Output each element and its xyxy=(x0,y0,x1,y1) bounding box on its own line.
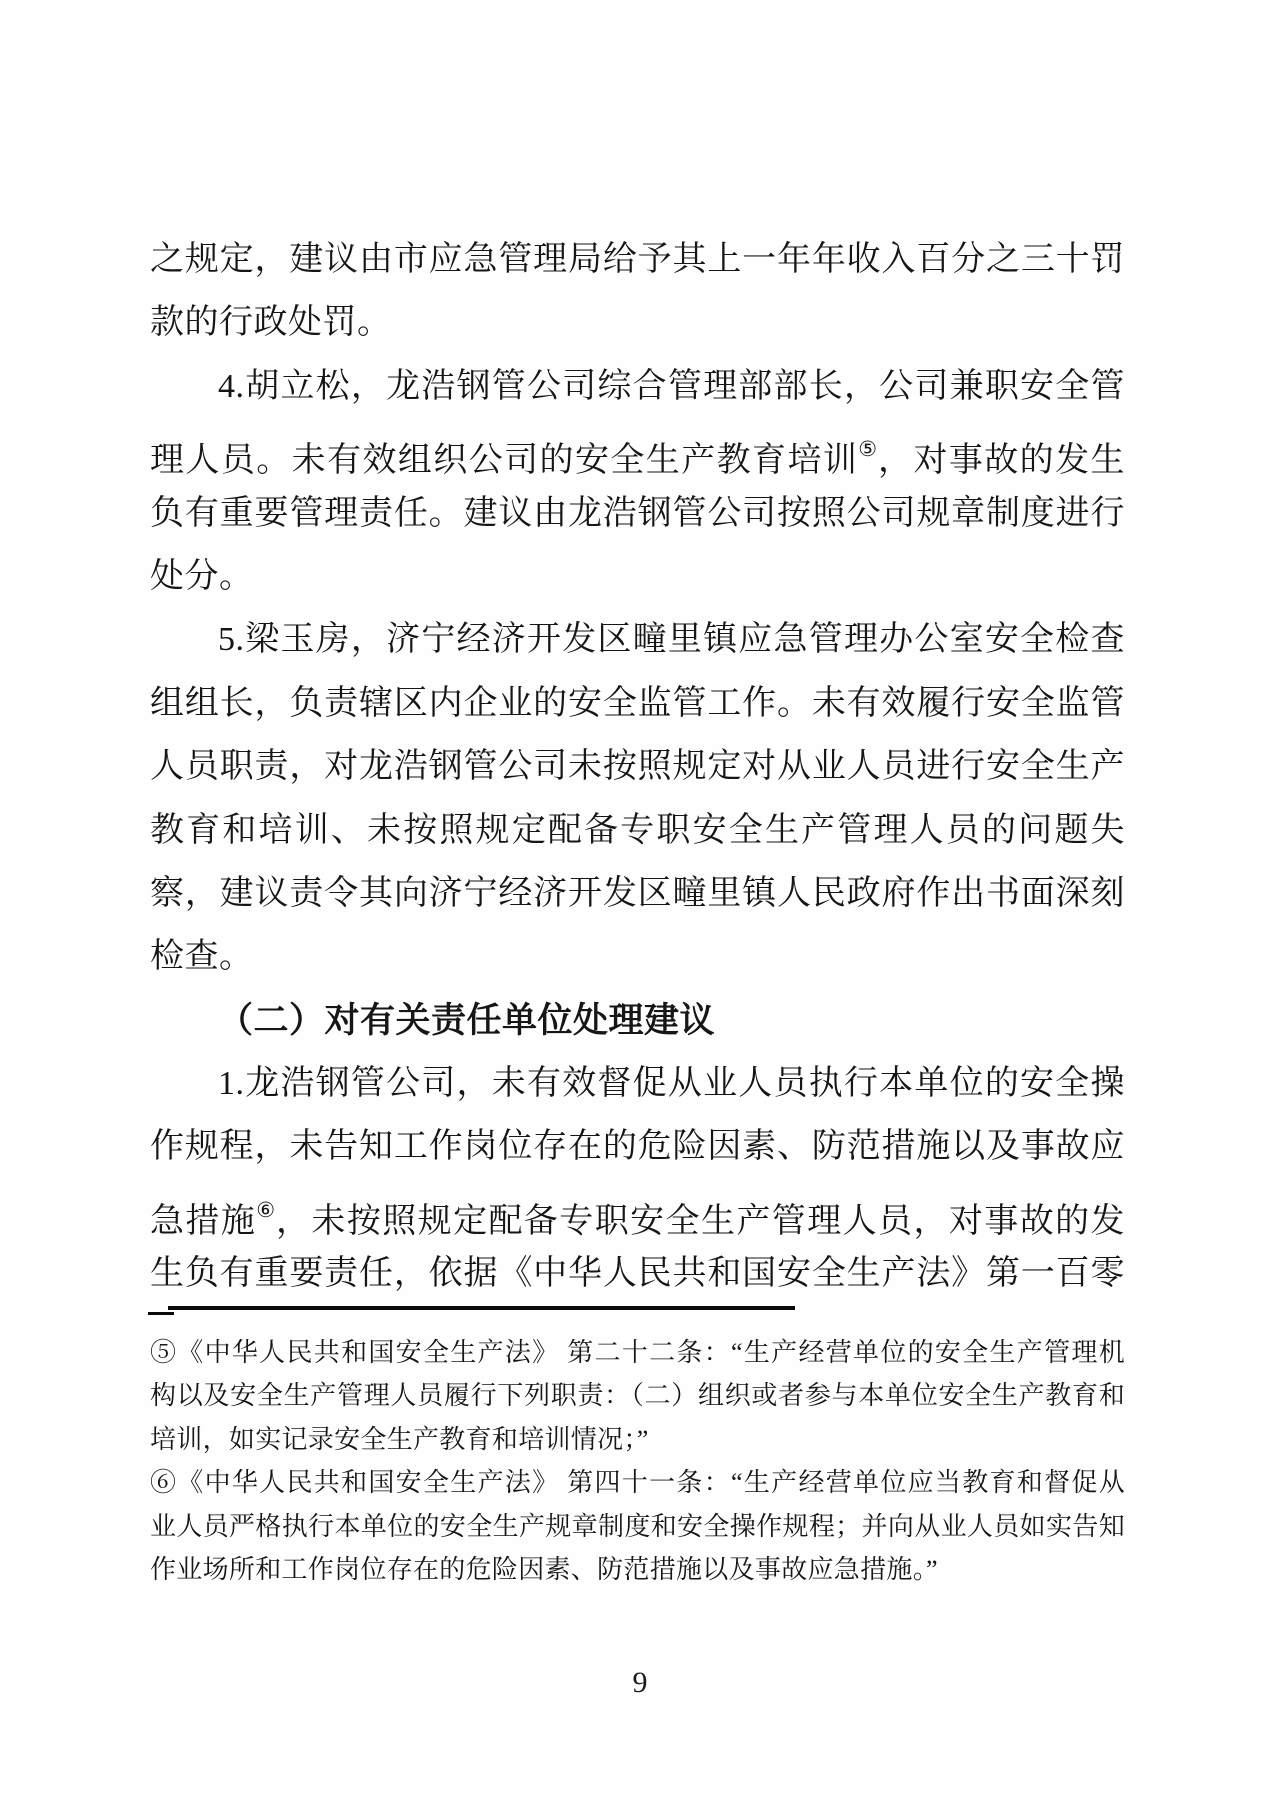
footnote-line: 构以及安全生产管理人员履行下列职责：（二）组织或者参与本单位安全生产教育和 xyxy=(150,1381,1125,1411)
text-segment: 作规程，未告知工作岗位存在的危险因素、防范措施以及事故应 xyxy=(150,1128,1125,1166)
text-segment: 1.龙浩钢管公司，未有效督促从业人员执行本单位的安全操 xyxy=(218,1065,1125,1103)
text-segment: ，未按照规定配备专职安全生产管理人员，对事故的发 xyxy=(276,1202,1126,1240)
body-text-line xyxy=(150,799,1125,862)
body-text-line xyxy=(150,1115,1125,1178)
footnote-line: ⑥《中华人民共和国安全生产法》 第四十一条：“生产经营单位应当教育和督促从 xyxy=(150,1468,1125,1498)
body-text-line xyxy=(150,545,1125,608)
footnote-separator-line xyxy=(168,1306,795,1310)
text-segment: 负有重要管理责任。建议由龙浩钢管公司按照公司规章制度进行 xyxy=(150,494,1125,532)
body-text-line xyxy=(150,291,1125,354)
body-text-line xyxy=(150,355,1125,418)
footnote-line: 业人员严格执行本单位的安全生产规章制度和安全操作规程；并向从业人员如实告知 xyxy=(150,1511,1125,1541)
text-segment: 检查。 xyxy=(150,938,254,976)
body-text-line xyxy=(150,228,1125,291)
text-segment: （二）对有关责任单位处理建议 xyxy=(218,1000,716,1040)
page-number: 9 xyxy=(632,1666,648,1699)
footnote-separator-dash xyxy=(148,1312,174,1315)
body-text-line xyxy=(150,1242,1125,1305)
text-segment: 急措施 xyxy=(150,1202,257,1240)
footnote-line: ⑤《中华人民共和国安全生产法》 第二十二条：“生产经营单位的安全生产管理机 xyxy=(150,1338,1125,1367)
text-segment: ，对事故的发生 xyxy=(878,442,1126,480)
body-text-line xyxy=(150,418,1125,481)
text-segment: 款的行政处罚。 xyxy=(150,304,392,342)
text-segment: 生负有重要责任，依据《中华人民共和国安全生产法》第一百零 xyxy=(150,1255,1125,1293)
body-text-line xyxy=(150,1052,1125,1115)
footnotes-block xyxy=(150,1331,1125,1591)
text-segment: 之规定，建议由市应急管理局给予其上一年年收入百分之三十罚 xyxy=(150,241,1125,278)
text-segment: 5.梁玉房，济宁经济开发区疃里镇应急管理办公室安全检查 xyxy=(218,621,1125,659)
footnote-line: 作业场所和工作岗位存在的危险因素、防范措施以及事故应急措施。” xyxy=(150,1554,938,1584)
text-segment: 察，建议责令其向济宁经济开发区疃里镇人民政府作出书面深刻 xyxy=(150,874,1125,912)
document-body xyxy=(150,228,1125,1306)
text-segment: 理人员。未有效组织公司的安全生产教育培训 xyxy=(150,442,859,480)
body-text-line xyxy=(150,735,1125,798)
body-text-line xyxy=(150,862,1125,925)
footnote-line: 培训，如实记录安全生产教育和培训情况；” xyxy=(150,1424,649,1454)
body-text-line xyxy=(150,1179,1125,1242)
section-heading xyxy=(150,989,1125,1052)
body-text-line xyxy=(150,608,1125,671)
text-segment: 4.胡立松，龙浩钢管公司综合管理部部长，公司兼职安全管 xyxy=(218,367,1125,405)
body-text-line xyxy=(150,672,1125,735)
footnote-reference-mark: ⑤ xyxy=(858,437,879,462)
body-text-line xyxy=(150,482,1125,545)
text-segment: 处分。 xyxy=(150,557,254,595)
text-segment: 组组长，负责辖区内企业的安全监管工作。未有效履行安全监管 xyxy=(150,684,1125,722)
footnote-reference-mark: ⑥ xyxy=(256,1197,276,1222)
body-text-line xyxy=(150,925,1125,988)
text-segment: 人员职责，对龙浩钢管公司未按照规定对从业人员进行安全生产 xyxy=(150,748,1125,786)
text-segment: 教育和培训、未按照规定配备专职安全生产管理人员的问题失 xyxy=(150,811,1125,849)
